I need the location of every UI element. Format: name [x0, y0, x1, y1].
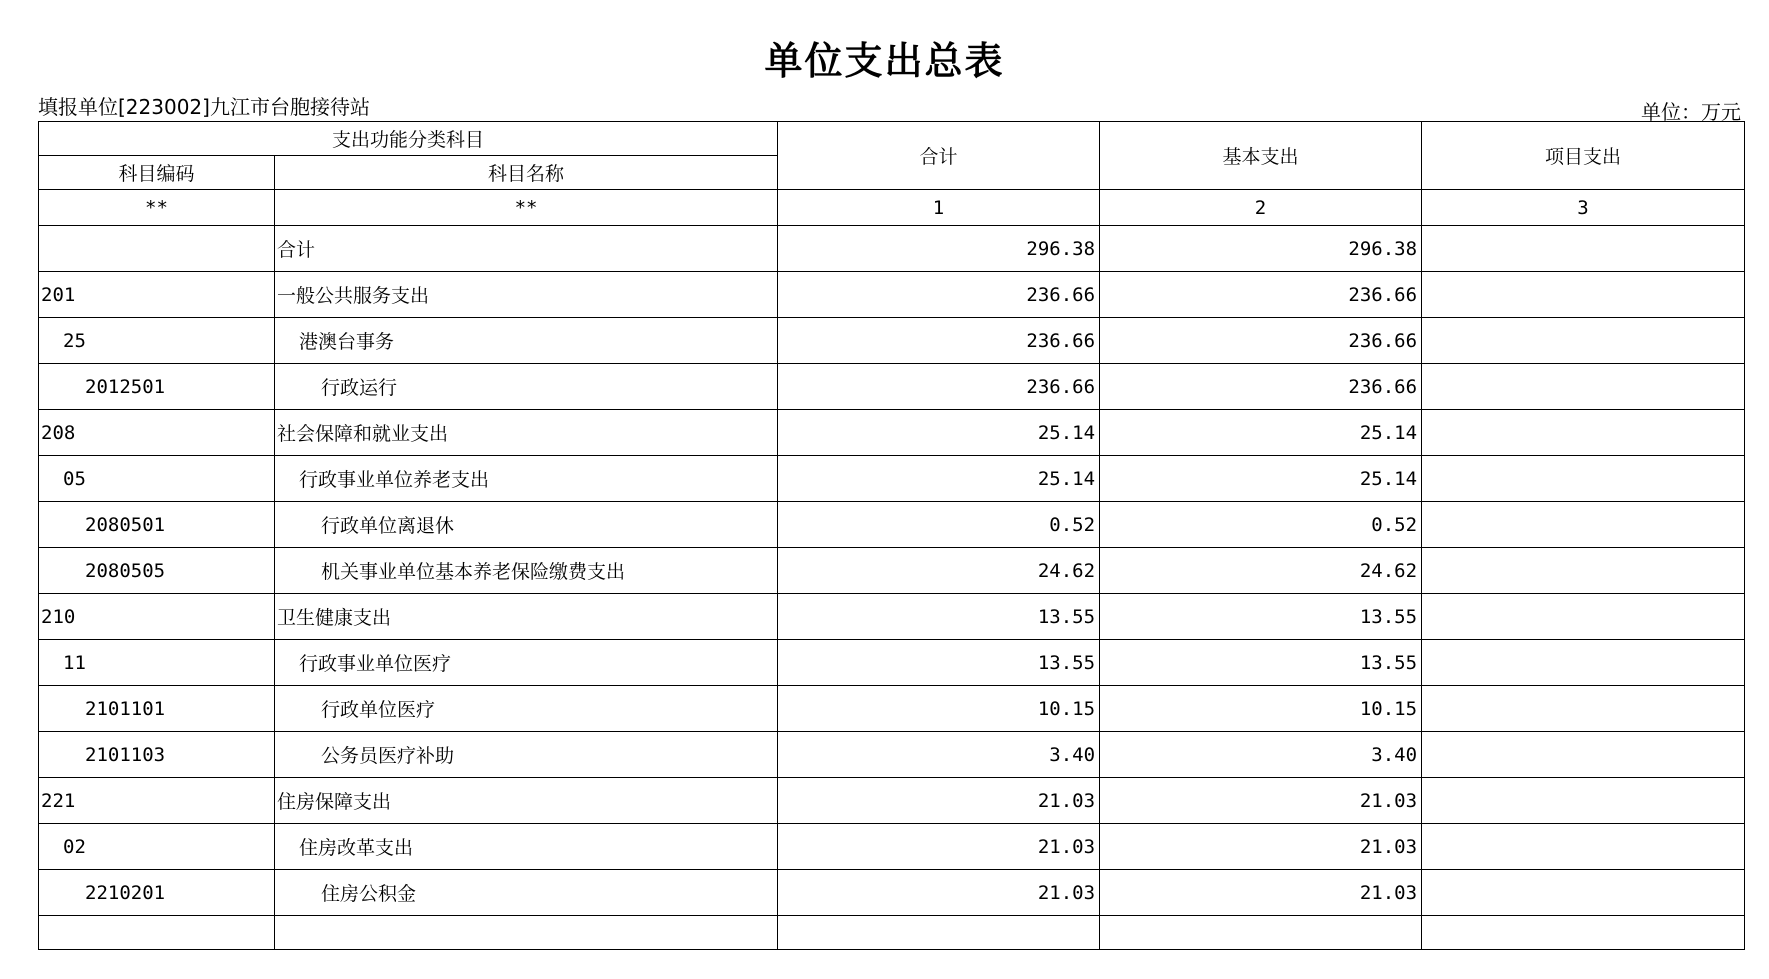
cell-project	[1422, 410, 1745, 456]
cell-code: 208	[39, 410, 275, 456]
cell-name: 行政单位医疗	[275, 686, 778, 732]
cell-code: 2080505	[39, 548, 275, 594]
cell-total	[778, 916, 1100, 950]
cell-name: 合计	[275, 226, 778, 272]
table-row	[39, 778, 1745, 824]
cell-name: 住房保障支出	[275, 778, 778, 824]
cell-total: 21.03	[778, 778, 1100, 824]
cell-basic: 24.62	[1100, 548, 1422, 594]
cell-total: 13.55	[778, 594, 1100, 640]
cell-project	[1422, 778, 1745, 824]
cell-code: 221	[39, 778, 275, 824]
cell-name: 行政运行	[275, 364, 778, 410]
cell-total: 25.14	[778, 410, 1100, 456]
table-row	[39, 548, 1745, 594]
header-basic-expenditure: 基本支出	[1100, 122, 1422, 190]
cell-code: 2101103	[39, 732, 275, 778]
cell-project	[1422, 824, 1745, 870]
cell-basic: 236.66	[1100, 318, 1422, 364]
cell-name: 住房公积金	[275, 870, 778, 916]
cell-basic: 13.55	[1100, 640, 1422, 686]
table-row	[39, 226, 1745, 272]
cell-basic: 25.14	[1100, 456, 1422, 502]
table-row	[39, 364, 1745, 410]
cell-project	[1422, 502, 1745, 548]
index-cell: 1	[778, 190, 1100, 226]
index-cell: 3	[1422, 190, 1745, 226]
cell-name: 卫生健康支出	[275, 594, 778, 640]
table-row	[39, 594, 1745, 640]
table-row	[39, 502, 1745, 548]
table-row	[39, 824, 1745, 870]
cell-name: 港澳台事务	[275, 318, 778, 364]
cell-total: 21.03	[778, 870, 1100, 916]
cell-code: 2210201	[39, 870, 275, 916]
cell-project	[1422, 548, 1745, 594]
cell-total: 3.40	[778, 732, 1100, 778]
cell-code	[39, 916, 275, 950]
table-row	[39, 272, 1745, 318]
cell-project	[1422, 318, 1745, 364]
cell-total: 13.55	[778, 640, 1100, 686]
table-row	[39, 916, 1745, 950]
cell-project	[1422, 916, 1745, 950]
cell-basic: 25.14	[1100, 410, 1422, 456]
cell-project	[1422, 870, 1745, 916]
cell-code: 02	[39, 824, 275, 870]
cell-basic: 3.40	[1100, 732, 1422, 778]
cell-code: 2080501	[39, 502, 275, 548]
cell-total: 21.03	[778, 824, 1100, 870]
table-row	[39, 410, 1745, 456]
cell-basic: 0.52	[1100, 502, 1422, 548]
cell-code: 25	[39, 318, 275, 364]
cell-code: 201	[39, 272, 275, 318]
cell-total: 0.52	[778, 502, 1100, 548]
cell-name: 机关事业单位基本养老保险缴费支出	[275, 548, 778, 594]
cell-total: 236.66	[778, 318, 1100, 364]
header-code: 科目编码	[39, 156, 275, 190]
table-row	[39, 456, 1745, 502]
header-name: 科目名称	[275, 156, 778, 190]
cell-code: 210	[39, 594, 275, 640]
cell-total: 10.15	[778, 686, 1100, 732]
cell-project	[1422, 272, 1745, 318]
table-row	[39, 870, 1745, 916]
table-row	[39, 318, 1745, 364]
cell-basic: 13.55	[1100, 594, 1422, 640]
page-title: 单位支出总表	[764, 38, 1005, 83]
header-project-expenditure: 项目支出	[1422, 122, 1745, 190]
reporting-unit: 填报单位[223002]九江市台胞接待站	[38, 95, 370, 119]
cell-project	[1422, 456, 1745, 502]
cell-code: 2101101	[39, 686, 275, 732]
header-total: 合计	[778, 122, 1100, 190]
cell-total: 236.66	[778, 364, 1100, 410]
cell-basic: 21.03	[1100, 824, 1422, 870]
index-cell: 2	[1100, 190, 1422, 226]
cell-code	[39, 226, 275, 272]
cell-total: 236.66	[778, 272, 1100, 318]
cell-code: 11	[39, 640, 275, 686]
cell-project	[1422, 732, 1745, 778]
cell-project	[1422, 226, 1745, 272]
currency-unit: 单位：万元	[1641, 100, 1741, 124]
table-row	[39, 686, 1745, 732]
header-function-category: 支出功能分类科目	[39, 122, 778, 156]
cell-total: 25.14	[778, 456, 1100, 502]
cell-code: 05	[39, 456, 275, 502]
cell-project	[1422, 640, 1745, 686]
cell-name: 行政单位离退休	[275, 502, 778, 548]
cell-project	[1422, 686, 1745, 732]
cell-basic: 21.03	[1100, 778, 1422, 824]
cell-code: 2012501	[39, 364, 275, 410]
index-cell: **	[275, 190, 778, 226]
cell-name: 社会保障和就业支出	[275, 410, 778, 456]
cell-basic	[1100, 916, 1422, 950]
cell-name	[275, 916, 778, 950]
index-cell: **	[39, 190, 275, 226]
table-row	[39, 732, 1745, 778]
cell-basic: 296.38	[1100, 226, 1422, 272]
cell-project	[1422, 364, 1745, 410]
cell-name: 行政事业单位养老支出	[275, 456, 778, 502]
cell-name: 一般公共服务支出	[275, 272, 778, 318]
cell-name: 住房改革支出	[275, 824, 778, 870]
cell-basic: 10.15	[1100, 686, 1422, 732]
cell-total: 24.62	[778, 548, 1100, 594]
cell-basic: 236.66	[1100, 364, 1422, 410]
expenditure-table	[38, 121, 1745, 950]
table-row	[39, 640, 1745, 686]
cell-name: 公务员医疗补助	[275, 732, 778, 778]
cell-basic: 21.03	[1100, 870, 1422, 916]
cell-name: 行政事业单位医疗	[275, 640, 778, 686]
cell-basic: 236.66	[1100, 272, 1422, 318]
cell-total: 296.38	[778, 226, 1100, 272]
cell-project	[1422, 594, 1745, 640]
